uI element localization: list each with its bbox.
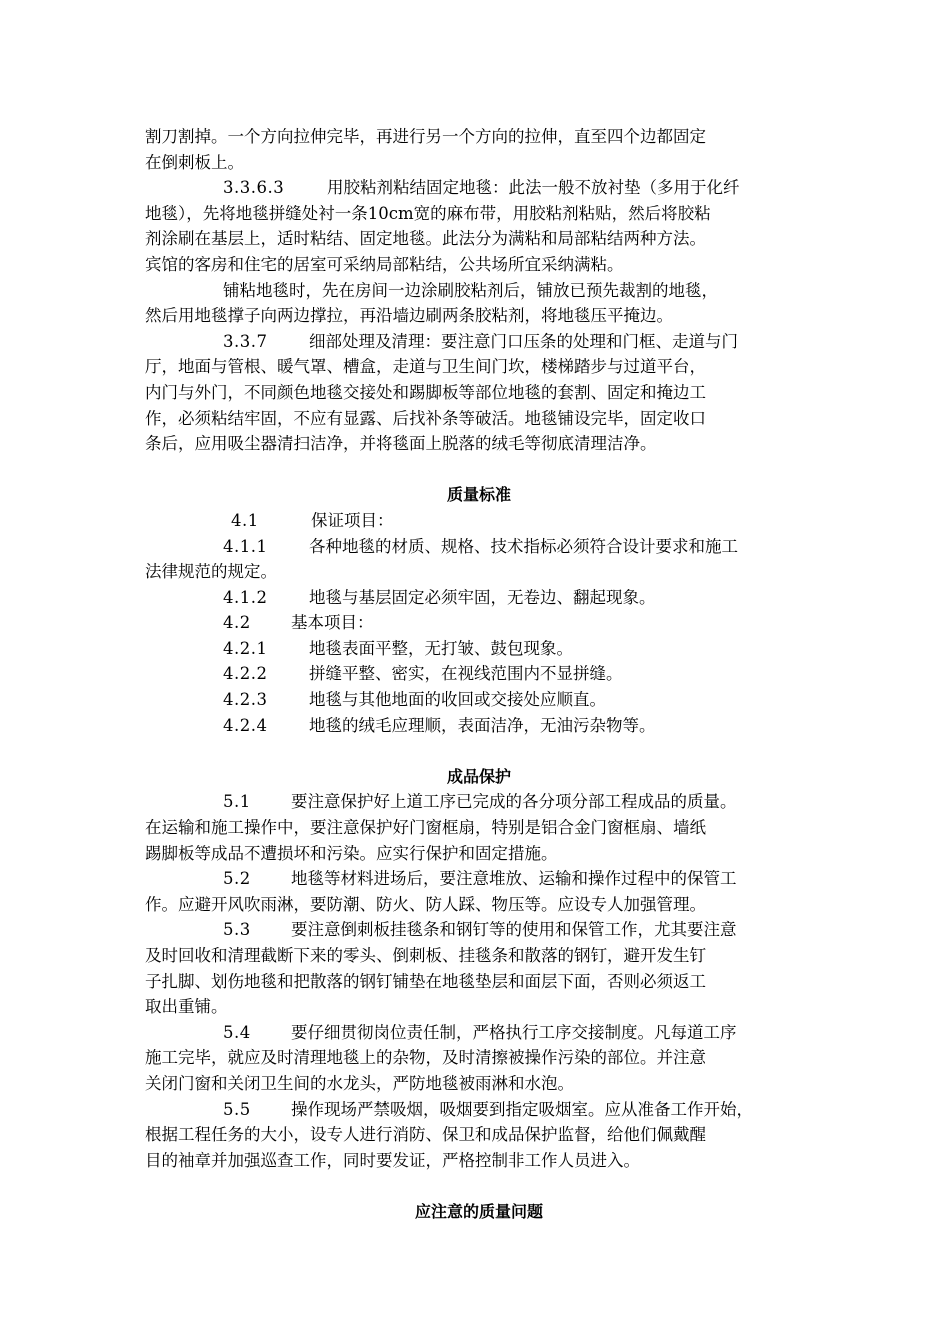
clause-number: 5.3: [223, 920, 251, 940]
clause-4-1-2: [145, 585, 813, 611]
clause-text: 地毯与基层固定必须牢固，无卷边、翻起现象。: [309, 587, 656, 607]
paragraph-line: 在运输和施工操作中，要注意保护好门窗框扇，特别是铝合金门窗框扇、墙纸: [145, 818, 706, 838]
paragraph-line: 根据工程任务的大小，设专人进行消防、保卫和成品保护监督，给他们佩戴醒: [145, 1125, 706, 1145]
spacer: [145, 1173, 813, 1199]
clause-4-2-1: [145, 636, 813, 662]
paragraph-line: 厅，地面与管根、暖气罩、槽盒，走道与卫生间门坎，楼梯踏步与过道平台，: [145, 357, 706, 377]
spacer: [145, 738, 813, 764]
clause-number: 5.2: [223, 869, 251, 889]
paragraph-line: 剂涂刷在基层上，适时粘结、固定地毯。此法分为满粘和局部粘结两种方法。: [145, 229, 706, 249]
clause-text: 用胶粘剂粘结固定地毯：此法一般不放衬垫（多用于化纤: [327, 178, 740, 198]
paragraph-line: 然后用地毯撑子向两边撑拉，再沿墙边刷两条胶粘剂，将地毯压平掩边。: [145, 306, 673, 326]
clause-5-5-first-line: [145, 1097, 813, 1123]
paragraph-line: 踢脚板等成品不遭损坏和污染。应实行保护和固定措施。: [145, 843, 558, 863]
clause-number: 4.1: [231, 510, 259, 530]
clause-3-3-7-first-line: [145, 329, 813, 355]
clause-4-1-1-first-line: [145, 534, 813, 560]
clause-number: 4.2.4: [223, 715, 268, 735]
paragraph-line: 地毯），先将地毯拼缝处衬一条10cm宽的麻布带，用胶粘剂粘贴，然后将胶粘: [145, 203, 711, 223]
spacer: [145, 457, 813, 483]
clause-number: 4.1.2: [223, 587, 268, 607]
clause-3-3-6-3-first-line: [145, 175, 813, 201]
clause-text: 地毯等材料进场后，要注意堆放、运输和操作过程中的保管工: [291, 869, 737, 889]
clause-text: 要注意保护好上道工序已完成的各分项分部工程成品的质量。: [291, 792, 737, 812]
paragraph-line: 条后，应用吸尘器清扫洁净，并将毯面上脱落的绒毛等彻底清理洁净。: [145, 434, 657, 454]
clause-text: 地毯表面平整，无打皱、鼓包现象。: [309, 638, 573, 658]
clause-5-2-first-line: [145, 866, 813, 892]
clause-text: 要仔细贯彻岗位责任制，严格执行工序交接制度。凡每道工序: [291, 1022, 737, 1042]
clause-number: 3.3.6.3: [223, 178, 285, 198]
clause-text: 地毯与其他地面的收回或交接处应顺直。: [309, 690, 606, 710]
clause-number: 4.2.2: [223, 664, 268, 684]
clause-text: 保证项目：: [311, 510, 394, 530]
clause-4-1: [145, 508, 813, 534]
clause-text: 操作现场严禁吸烟，吸烟要到指定吸烟室。应从准备工作开始，: [291, 1099, 753, 1119]
clause-5-3-first-line: [145, 917, 813, 943]
clause-number: 4.2.1: [223, 638, 268, 658]
clause-text: 基本项目：: [291, 613, 374, 633]
clause-text: 细部处理及清理：要注意门口压条的处理和门框、走道与门: [309, 331, 738, 351]
section-heading-quality: 质量标准: [446, 485, 511, 505]
section-heading-protection: 成品保护: [446, 766, 511, 786]
clause-text: 各种地毯的材质、规格、技术指标必须符合设计要求和施工: [309, 536, 738, 556]
clause-text: 地毯的绒毛应理顺，表面洁净，无油污杂物等。: [309, 715, 656, 735]
paragraph-line: 施工完毕，就应及时清理地毯上的杂物，及时清擦被操作污染的部位。并注意: [145, 1048, 706, 1068]
clause-number: 3.3.7: [223, 331, 268, 351]
clause-number: 5.5: [223, 1099, 251, 1119]
clause-number: 5.1: [223, 792, 251, 812]
paragraph-first-line: 铺粘地毯时，先在房间一边涂刷胶粘剂后，铺放已预先裁割的地毯，: [223, 280, 718, 300]
paragraph-line: 作。应避开风吹雨淋，要防潮、防火、防人踩、物压等。应设专人加强管理。: [145, 894, 706, 914]
clause-number: 4.2.3: [223, 690, 268, 710]
clause-number: 4.2: [223, 613, 251, 633]
paragraph-line: 内门与外门，不同颜色地毯交接处和踢脚板等部位地毯的套割、固定和掩边工: [145, 382, 706, 402]
clause-4-2: [145, 610, 813, 636]
paragraph-line: 取出重铺。: [145, 997, 228, 1017]
paragraph-line: 子扎脚、划伤地毯和把散落的钢钉铺垫在地毯垫层和面层下面，否则必须返工: [145, 971, 706, 991]
clause-text: 拼缝平整、密实，在视线范围内不显拼缝。: [309, 664, 623, 684]
paragraph-line: 及时回收和清理截断下来的零头、倒刺板、挂毯条和散落的钢钉，避开发生钉: [145, 946, 706, 965]
paragraph-line: 目的袖章并加强巡查工作，同时要发证，严格控制非工作人员进入。: [145, 1150, 640, 1170]
paragraph-line: 宾馆的客房和住宅的居室可采纳局部粘结，公共场所宜采纳满粘。: [145, 254, 624, 274]
clause-4-2-4: [145, 713, 813, 739]
paragraph-line: 作，必须粘结牢固，不应有显露、后找补条等破活。地毯铺设完毕，固定收口: [145, 408, 706, 428]
document-page: [145, 124, 813, 1225]
paragraph-line: 在倒刺板上。: [145, 152, 244, 172]
paragraph-line: 割刀割掉。一个方向拉伸完毕，再进行另一个方向的拉伸，直至四个边都固定: [145, 127, 706, 146]
clause-text: 要注意倒刺板挂毯条和钢钉等的使用和保管工作，尤其要注意: [291, 920, 737, 940]
clause-number: 5.4: [223, 1022, 251, 1042]
paragraph-line: 关闭门窗和关闭卫生间的水龙头，严防地毯被雨淋和水泡。: [145, 1073, 574, 1093]
clause-5-1-first-line: [145, 789, 813, 815]
paragraph-line: 法律规范的规定。: [145, 562, 277, 582]
section-heading-issues: 应注意的质量问题: [414, 1201, 543, 1221]
clause-4-2-3: [145, 687, 813, 713]
clause-4-2-2: [145, 661, 813, 687]
clause-5-4-first-line: [145, 1020, 813, 1046]
clause-number: 4.1.1: [223, 536, 268, 556]
